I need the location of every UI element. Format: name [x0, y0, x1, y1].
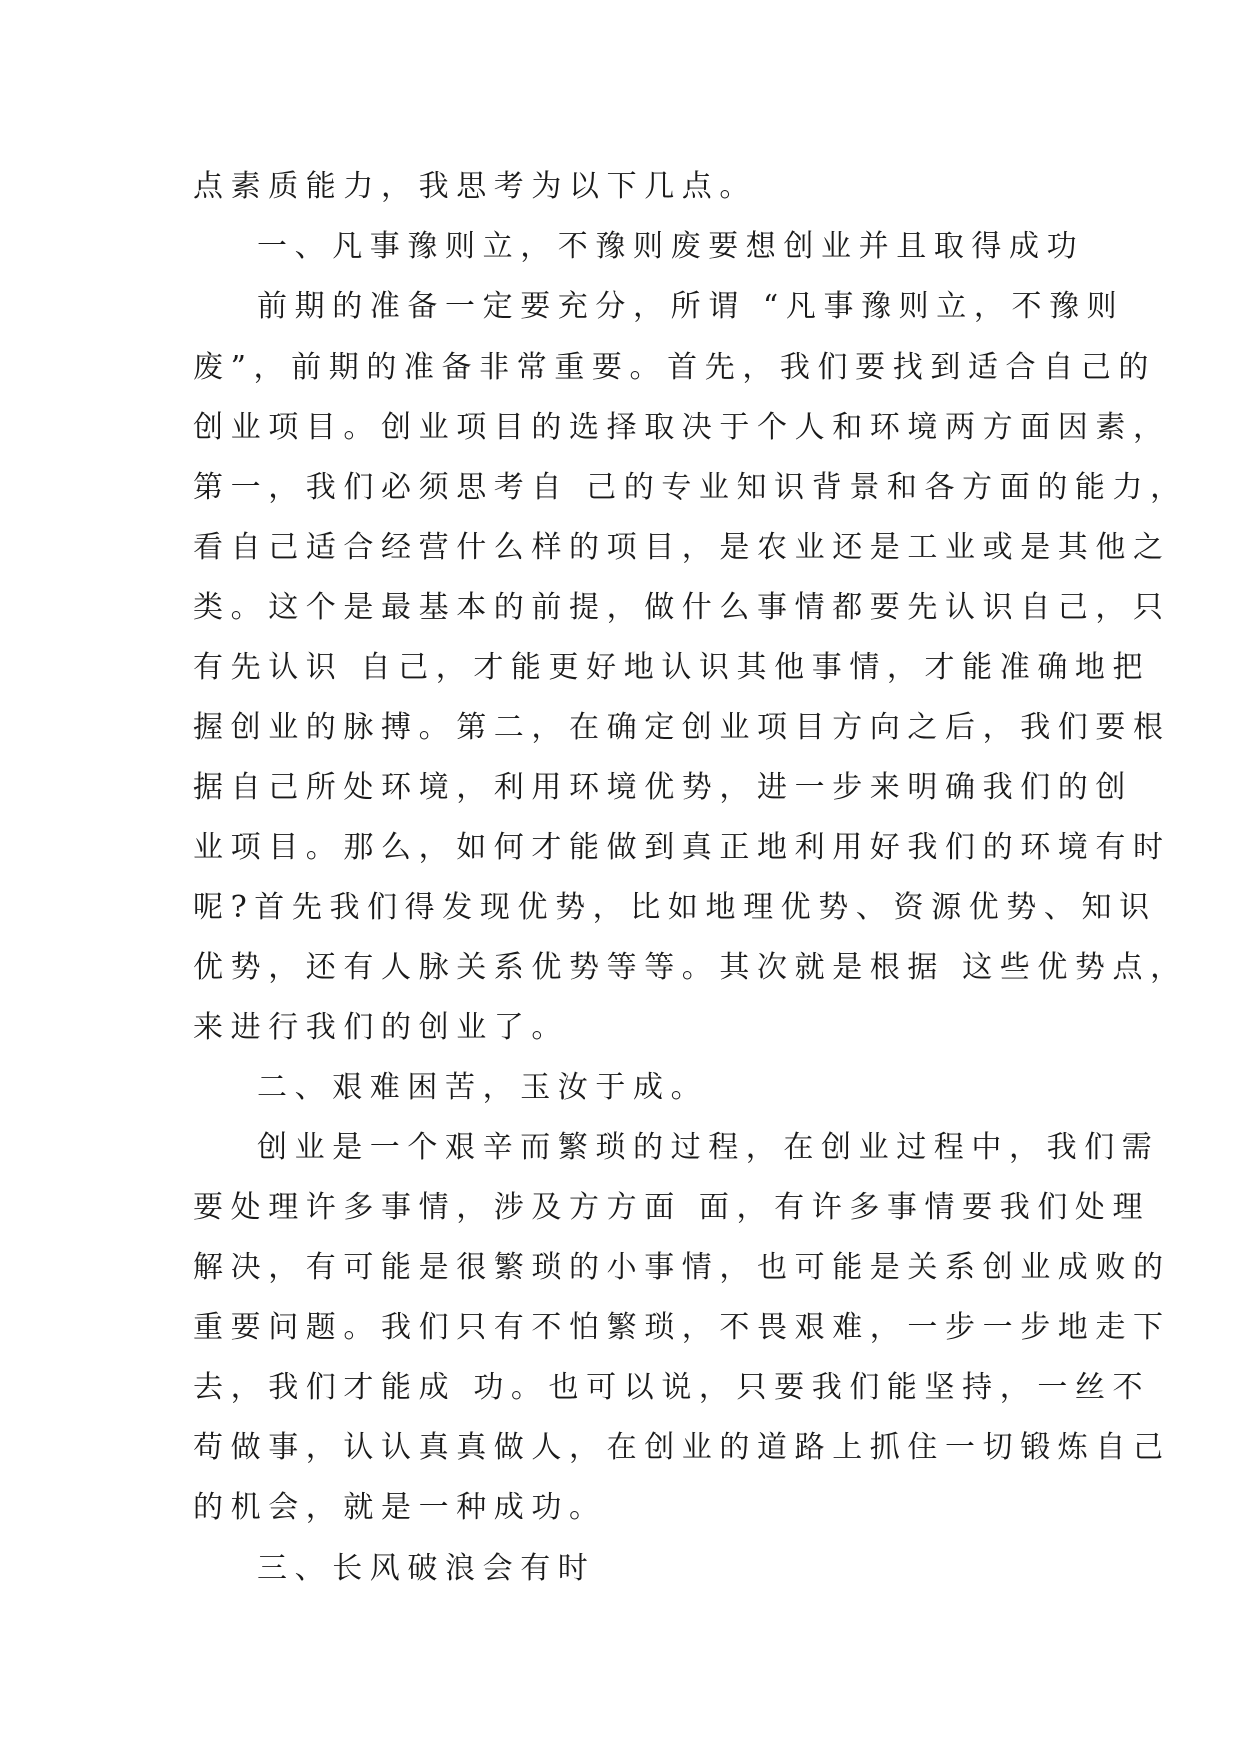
text-line: 来进行我们的创业了。 [193, 1010, 569, 1045]
text-line: 据自己所处环境，利用环境优势，进一步来明确我们的创 [193, 770, 1133, 805]
text-line: 点素质能力，我思考为以下几点。 [193, 169, 757, 204]
section-heading: 三、长风破浪会有时 [257, 1551, 596, 1586]
text-line: 废”，前期的准备非常重要。首先，我们要找到适合自己的 [193, 350, 1156, 385]
text-line: 有先认识 自己，才能更好地认识其他事情，才能准确地把 [193, 650, 1151, 685]
text-line: 要处理许多事情，涉及方方面 面，有许多事情要我们处理 [193, 1190, 1151, 1225]
text-line: 创业项目。创业项目的选择取决于个人和环境两方面因素， [193, 410, 1171, 445]
text-line: 解决，有可能是很繁琐的小事情，也可能是关系创业成败的 [193, 1250, 1171, 1285]
text-line: 优势，还有人脉关系优势等等。其次就是根据 这些优势点， [193, 950, 1188, 985]
section-heading: 一、凡事豫则立，不豫则废要想创业并且取得成功 [257, 229, 1085, 264]
text-line: 的机会，就是一种成功。 [193, 1490, 607, 1525]
text-line: 苟做事，认认真真做人，在创业的道路上抓住一切锻炼自己 [193, 1430, 1171, 1465]
text-line: 创业是一个艰辛而繁琐的过程，在创业过程中，我们需 [257, 1130, 1160, 1165]
text-line: 类。这个是最基本的前提，做什么事情都要先认识自己，只 [193, 590, 1171, 625]
text-line: 去，我们才能成 功。也可以说，只要我们能坚持，一丝不 [193, 1370, 1151, 1405]
text-line: 业项目。那么，如何才能做到真正地利用好我们的环境有时 [193, 830, 1171, 865]
section-heading: 二、艰难困苦，玉汝于成。 [257, 1070, 709, 1105]
text-line: 重要问题。我们只有不怕繁琐，不畏艰难，一步一步地走下 [193, 1310, 1171, 1345]
text-line: 第一，我们必须思考自 己的专业知识背景和各方面的能力， [193, 470, 1188, 505]
text-line: 呢?首先我们得发现优势，比如地理优势、资源优势、知识 [193, 890, 1157, 925]
text-line: 看自己适合经营什么样的项目，是农业还是工业或是其他之 [193, 530, 1171, 565]
text-line: 前期的准备一定要充分，所谓 “凡事豫则立，不豫则 [257, 289, 1125, 324]
text-line: 握创业的脉搏。第二，在确定创业项目方向之后，我们要根 [193, 710, 1171, 745]
